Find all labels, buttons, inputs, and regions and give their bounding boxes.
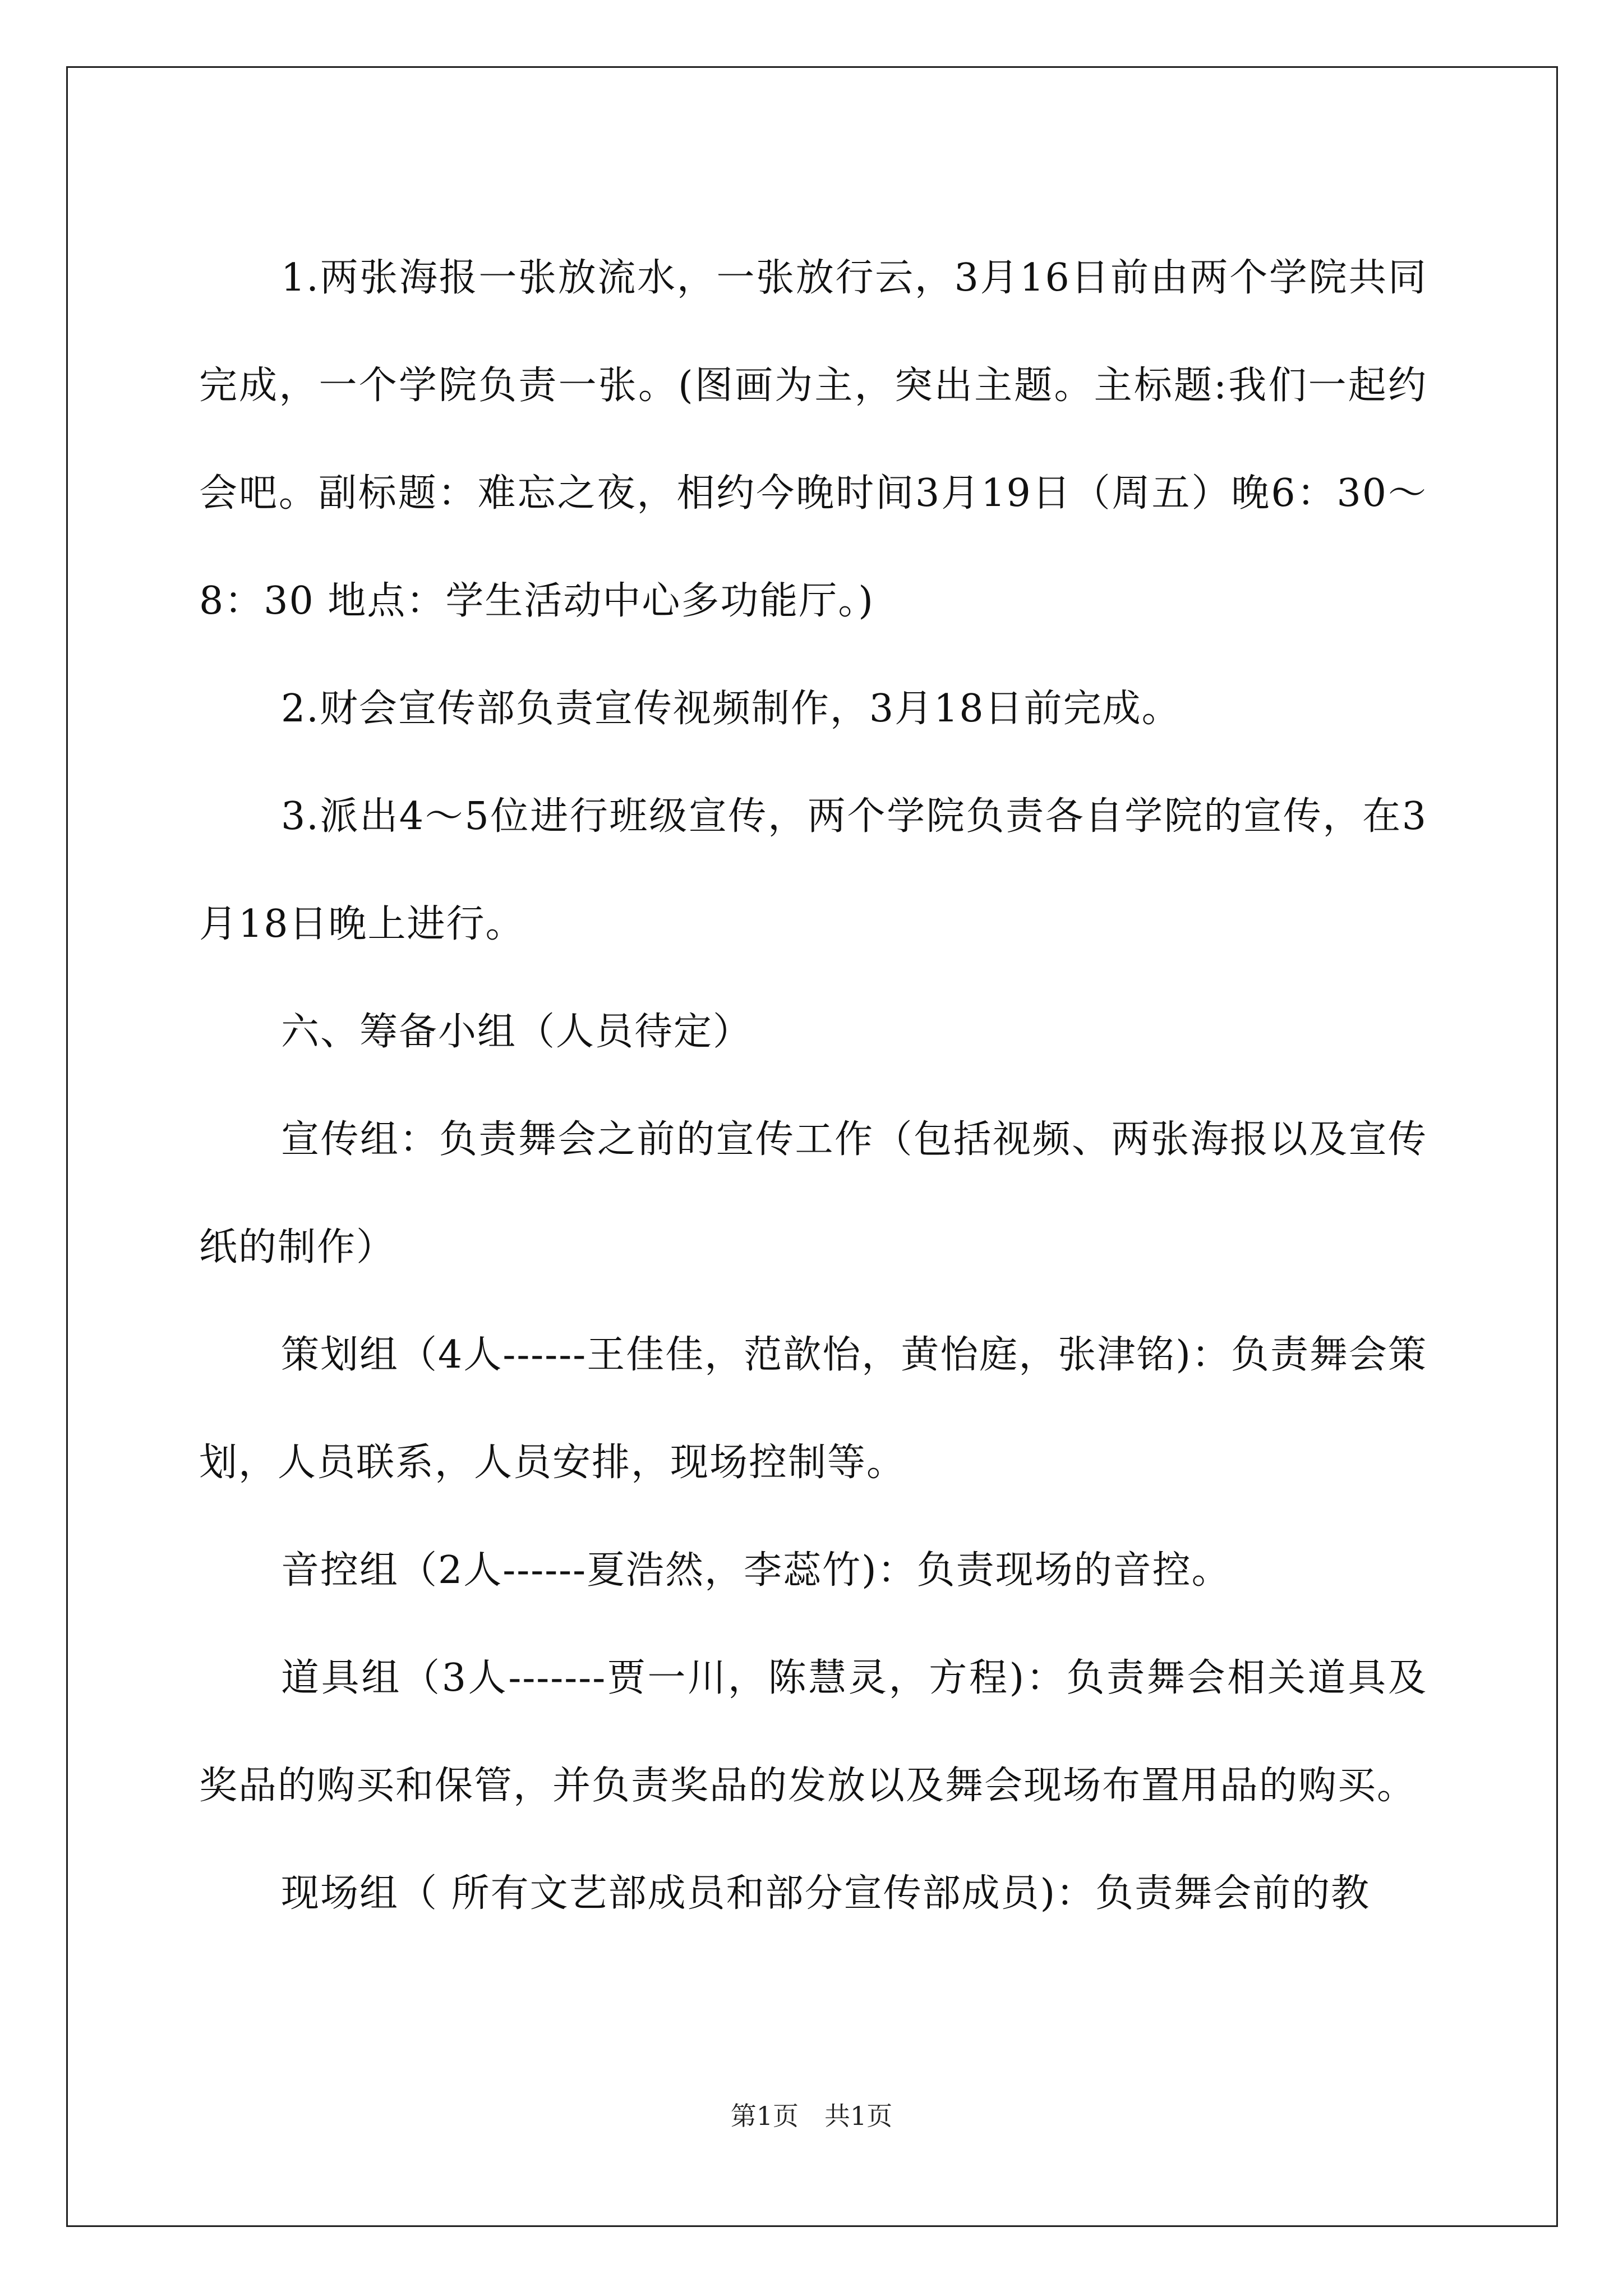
paragraph-poster-plan: 1.两张海报一张放流水，一张放行云，3月16日前由两个学院共同完成，一个学院负责一张。(图画为主，突出主题。主标题:我们一起约会吧。副标题：难忘之夜，相约今晚时间3月19日（周五）晚6：30～8：30 地点：学生活动中心多功能厅。) [199, 256, 1427, 623]
paragraph-planning-team: 策划组（4人------王佳佳，范歆怡，黄怡庭，张津铭)：负责舞会策划，人员联系，人员安排，现场控制等。 [199, 1333, 1427, 1485]
paragraph-sound-team: 音控组（2人------夏浩然，李蕊竹)：负责现场的音控。 [281, 1548, 1231, 1593]
section-heading-preparation-team: 六、筹备小组（人员待定） [281, 1010, 753, 1054]
paragraph-class-promotion: 3.派出4～5位进行班级宣传，两个学院负责各自学院的宣传，在3月18日晚上进行。 [199, 794, 1427, 946]
paragraph-onsite-team: 现场组（ 所有文艺部成员和部分宣传部成员)：负责舞会前的教 [281, 1871, 1371, 1916]
paragraph-props-team: 道具组（3人-------贾一川，陈慧灵，方程)：负责舞会相关道具及奖品的购买和保管，并负责奖品的发放以及舞会现场布置用品的购买。 [199, 1656, 1427, 1808]
page-footer: 第1页 共1页 [730, 2101, 893, 2131]
document-body [199, 224, 1427, 1948]
paragraph-video-plan: 2.财会宣传部负责宣传视频制作，3月18日前完成。 [281, 687, 1181, 731]
paragraph-publicity-team: 宣传组：负责舞会之前的宣传工作（包括视频、两张海报以及宣传纸的制作） [199, 1117, 1427, 1269]
